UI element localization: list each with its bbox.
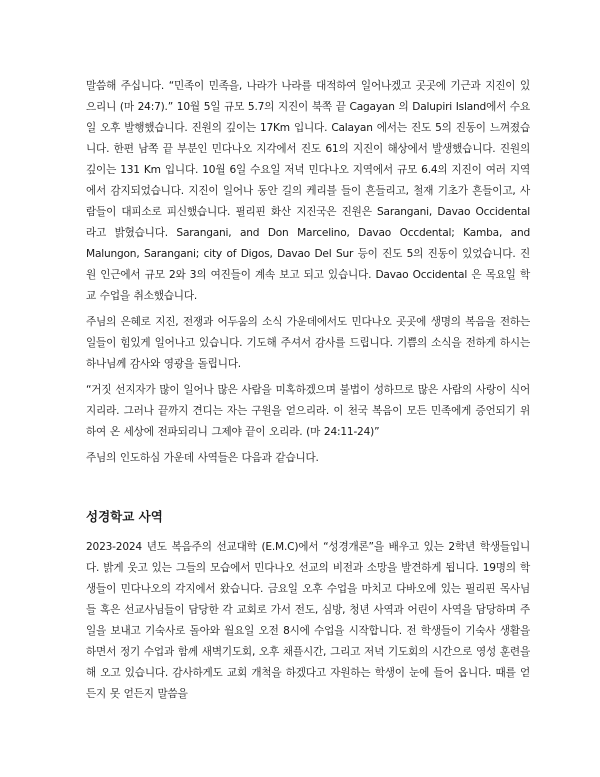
section-heading-bible-school: 성경학교 사역: [86, 509, 163, 524]
paragraph-earthquake-report: 말씀해 주십니다. “민족이 민족을, 나라가 나라를 대적하여 일어나겠고 곳곳에 기근과 지진이 있으리니 (마 24:7).” 10월 5일 규모 5.7의 지진이 북쪽 끝 Cagayan 의 Dalupiri Island에서 수요일 오후 발행했습니다. 진원의 깊이는 17Km 입니다. Calayan 에서는 진도 5의 진동이 느껴졌습니다. 한편 남쪽 끝 부분인 민다나오 지각에서 진도 61의 지진이 해상에서 발생했습니다. 진원의 깊이는 131 Km 입니다. 10월 6일 수요일 저녁 민다나오 지역에서 규모 6.4의 지진이 여러 지역에서 감지되었습니다. 지진이 일어나 동안 길의 케리블 들이 흔들리고, 철재 기초가 흔들이고, 사람들이 대피소로 피신했습니다. 필리핀 화산 지진국은 진원은 Sarangani, Davao Occidental 라고 밝혔습니다. Sarangani, and Don Marcelino, Davao Occdental; Kamba, and Malungon, Sarangani; city of Digos, Davao Del Sur 등이 진도 5의 진동이 있었습니다. 진원 인근에서 규모 2와 3의 여진들이 계속 보고 되고 있습니다. Davao Occidental 은 목요일 학교 수업을 취소했습니다.: [86, 80, 530, 302]
paragraph-bible-school: 2023-2024 년도 복음주의 선교대학 (E.M.C)에서 “성경개론”을 배우고 있는 2학년 학생들입니다. 밝게 웃고 있는 그들의 모습에서 민다나오 선교의 비전과 소망을 발견하게 됩니다. 19명의 학생들이 민다나오의 각지에서 왔습니다. 금요일 오후 수업을 마치고 다바오에 있는 필리핀 목사님들 혹은 선교사님들이 담당한 각 교회로 가서 전도, 심방, 청년 사역과 어린이 사역을 담당하며 주일을 보내고 기숙사로 돌아와 월요일 오전 8시에 수업을 시작합니다. 전 학생들이 기숙사 생활을 하면서 정기 수업과 함께 새벽기도회, 오후 채플시간, 그리고 저녁 기도회의 시간으로 영성 훈련을 해 오고 있습니다. 감사하게도 교회 개척을 하겠다고 자원하는 학생이 눈에 들어 옵니다. 때를 얻든지 못 얻든지 말씀을: [86, 541, 530, 700]
paragraph-ministry-intro: 주님의 인도하심 가운데 사역들은 다음과 같습니다.: [86, 452, 319, 464]
paragraph-scripture-quote: “거짓 선지자가 많이 일어나 많은 사람을 미혹하겠으며 불법이 성하므로 많은 사람의 사랑이 식어지리라. 그러나 끝까지 견디는 자는 구원을 얻으리라. 이 천국 복음이 모든 민족에게 증언되기 위하여 온 세상에 전파되리니 그제야 끝이 오리라. (마 24:11-24)”: [86, 384, 530, 438]
document-page: [86, 76, 530, 705]
paragraph-thanks: 주님의 은혜로 지진, 전쟁과 어두움의 소식 가운데에서도 민다나오 곳곳에 생명의 복음을 전하는 일들이 힘있게 일어나고 있습니다. 기도해 주셔서 감사를 드립니다. 기쁨의 소식을 전하게 하시는 하나님께 감사와 영광을 돌립니다.: [86, 316, 530, 370]
